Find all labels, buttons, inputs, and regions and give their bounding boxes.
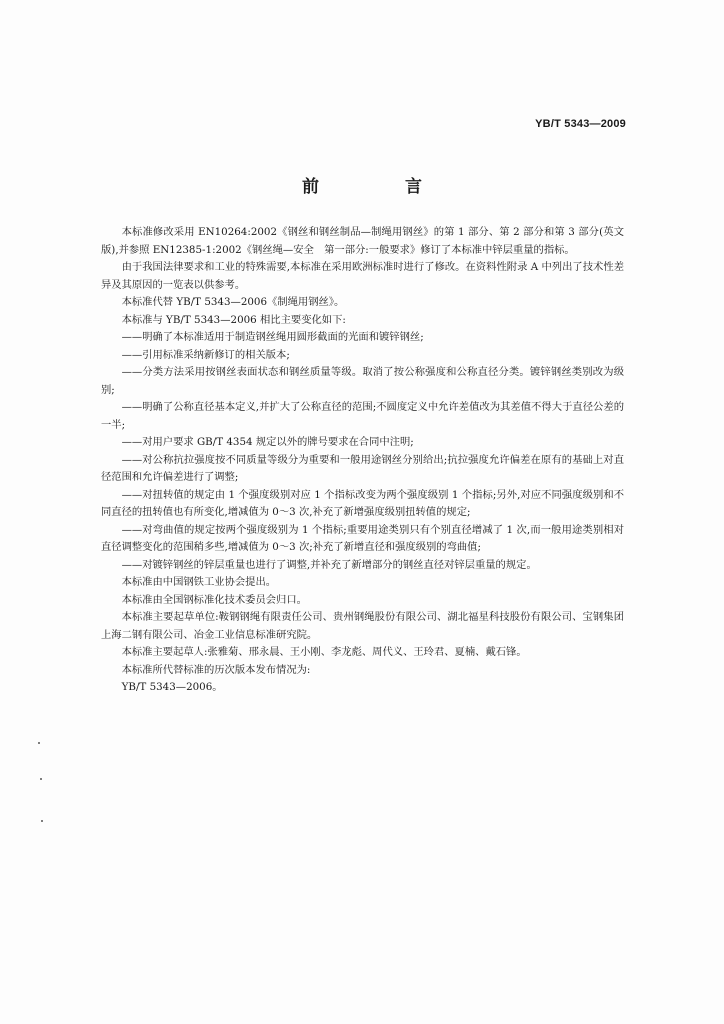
- foreword-body: [101, 224, 624, 697]
- paragraph-drafting-units: 本标准主要起草单位:鞍钢钢绳有限责任公司、贵州钢绳股份有限公司、湖北福星科技股份有限公司、宝钢集团上海二钢有限公司、冶金工业信息标准研究院。: [101, 611, 624, 641]
- change-item-classification: ——分类方法采用按钢丝表面状态和钢丝质量等级。取消了按公称强度和公称直径分类。镀锌钢丝类别改为级别;: [101, 366, 624, 396]
- paragraph-replaces: 本标准代替 YB/T 5343—2006《制绳用钢丝》。: [121, 296, 345, 308]
- scan-speck: [40, 778, 42, 780]
- scan-speck: [38, 742, 40, 744]
- change-item-torsion: ——对扭转值的规定由 1 个强度级别对应 1 个指标改变为两个强度级别 1 个指标;另外,对应不同强度级别和不同直径的扭转值也有所变化,增减值为 0～3 次,补充了新增强度级别扭转值的规定;: [101, 488, 624, 518]
- paragraph-changes-intro: 本标准与 YB/T 5343—2006 相比主要变化如下:: [121, 313, 346, 326]
- paragraph-history-version: YB/T 5343—2006。: [121, 681, 223, 693]
- scan-speck: [41, 820, 43, 822]
- change-item-scope: ——明确了本标准适用于制造钢丝绳用圆形截面的光面和镀锌钢丝;: [121, 331, 424, 343]
- page-title: 前 言: [302, 177, 462, 197]
- change-item-bending: ——对弯曲值的规定按两个强度级别为 1 个指标;重要用途类别只有个别直径增减了 1 次,而一般用途类别相对直径调整变化的范围稍多些,增减值为 0～3 次;补充了新增直径和强度级别的弯曲值;: [101, 523, 624, 553]
- change-item-zinc-coating: ——对镀锌钢丝的锌层重量也进行了调整,并补充了新增部分的钢丝直径对锌层重量的规定。: [121, 558, 537, 571]
- paragraph-drafters: 本标准主要起草人:张雅菊、邢永晨、王小刚、李龙彪、周代义、王玲君、夏楠、戴石锋。: [121, 646, 527, 658]
- paragraph-proposed-by: 本标准由中国钢铁工业协会提出。: [121, 576, 277, 588]
- paragraph-history-intro: 本标准所代替标准的历次版本发布情况为:: [121, 663, 311, 676]
- paragraph-adoption: 本标准修改采用 EN10264:2002《钢丝和钢丝制品—制绳用钢丝》的第 1 部分、第 2 部分和第 3 部分(英文版),并参照 EN12385-1:2002《钢丝绳—安全 第一部分:一般要求》修订了本标准中锌层重量的指标。: [101, 226, 624, 256]
- change-item-references: ——引用标准采纳新修订的相关版本;: [121, 348, 290, 361]
- change-item-tensile-strength: ——对公称抗拉强度按不同质量等级分为重要和一般用途钢丝分别给出;抗拉强度允许偏差在原有的基础上对直径范围和允许偏差进行了调整;: [101, 453, 624, 483]
- paragraph-centralized-by: 本标准由全国钢标准化技术委员会归口。: [121, 593, 307, 606]
- change-item-grades: ——对用户要求 GB/T 4354 规定以外的牌号要求在合同中注明;: [121, 436, 414, 448]
- standard-code: YB/T 5343—2009: [535, 118, 626, 130]
- paragraph-modification-reason: 由于我国法律要求和工业的特殊需要,本标准在采用欧洲标准时进行了修改。在资料性附录 A 中列出了技术性差异及其原因的一览表以供参考。: [101, 261, 624, 291]
- change-item-diameter: ——明确了公称直径基本定义,并扩大了公称直径的范围;不圆度定义中允许差值改为其差值不得大于直径公差的一半;: [101, 401, 624, 431]
